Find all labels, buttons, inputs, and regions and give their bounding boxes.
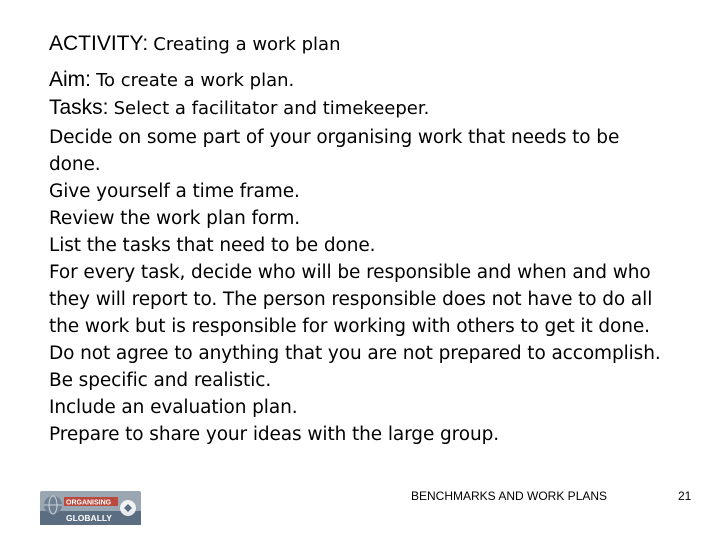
task-line: Do not agree to anything that you are not prepared to accomplish. xyxy=(49,343,661,364)
task-line: they will report to. The person responsible does not have to do all xyxy=(49,289,653,310)
aim-label: Aim: xyxy=(49,68,91,91)
organising-globally-logo xyxy=(40,491,141,525)
task-line: Be specific and realistic. xyxy=(49,370,272,391)
task-line: For every task, decide who will be responsible and when and who xyxy=(49,262,651,283)
task-line: done. xyxy=(49,154,101,175)
tasks-text: Select a facilitator and timekeeper. xyxy=(113,98,430,119)
aim-line xyxy=(49,68,294,92)
aim-text: To create a work plan. xyxy=(96,70,295,91)
task-line: the work but is responsible for working with others to get it done. xyxy=(49,316,650,337)
task-line: List the tasks that need to be done. xyxy=(49,235,376,256)
task-line: Decide on some part of your organising work that needs to be xyxy=(49,127,620,148)
task-line: Give yourself a time frame. xyxy=(49,181,300,202)
task-line: Prepare to share your ideas with the large group. xyxy=(49,424,500,445)
tasks-line xyxy=(49,96,429,120)
tasks-label: Tasks: xyxy=(49,96,109,119)
page-number: 21 xyxy=(678,489,692,503)
activity-heading xyxy=(49,32,340,56)
task-line: Review the work plan form. xyxy=(49,208,301,229)
activity-label: ACTIVITY: xyxy=(49,32,149,55)
activity-text: Creating a work plan xyxy=(153,34,341,55)
logo-text-bottom: GLOBALLY xyxy=(66,513,112,523)
footer-title: BENCHMARKS AND WORK PLANS xyxy=(411,489,608,503)
logo-text-top: ORGANISING xyxy=(66,499,112,507)
task-line: Include an evaluation plan. xyxy=(49,397,298,418)
